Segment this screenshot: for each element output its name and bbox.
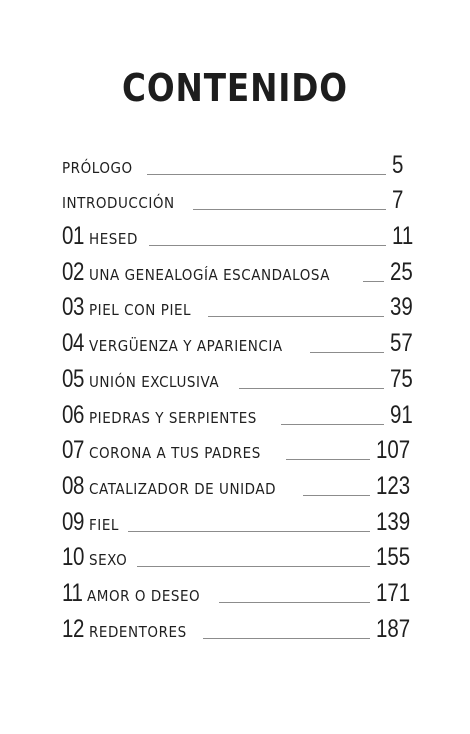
toc-entry (62, 535, 418, 571)
chapter-title: VERGÜENZA Y APARIENCIA (88, 337, 283, 356)
toc-entry (62, 356, 418, 392)
dot-leader (137, 566, 370, 567)
toc-entry (62, 249, 418, 285)
dot-leader (303, 495, 371, 496)
chapter-title: UNA GENEALOGÍA ESCANDALOSA (88, 265, 330, 284)
toc-entry (62, 392, 418, 428)
dot-leader (147, 174, 386, 175)
dot-leader (128, 531, 370, 532)
page-number: 139 (376, 507, 411, 536)
dot-leader (310, 352, 384, 353)
dot-leader (203, 638, 370, 639)
chapter-number: 10 (62, 543, 84, 572)
toc-entry (62, 428, 418, 464)
chapter-title: PRÓLOGO (62, 158, 133, 177)
chapter-title: PIEL CON PIEL (88, 301, 191, 320)
chapter-number: 07 (62, 436, 84, 465)
chapter-number: 12 (62, 614, 84, 643)
chapter-title: INTRODUCCIÓN (62, 194, 175, 213)
toc-entry (62, 285, 418, 321)
dot-leader (239, 388, 384, 389)
page-number: 123 (376, 471, 411, 500)
page-number: 171 (376, 578, 411, 607)
page-number: 107 (376, 436, 411, 465)
dot-leader (208, 316, 384, 317)
chapter-title: HESED (88, 230, 138, 249)
toc-entry (62, 463, 418, 499)
chapter-title: UNIÓN EXCLUSIVA (88, 372, 220, 391)
page-number: 155 (376, 543, 411, 572)
page-number: 75 (390, 364, 413, 393)
dot-leader (149, 245, 386, 246)
page-number: 39 (390, 293, 413, 322)
toc-entry (62, 499, 418, 535)
chapter-title: FIEL (88, 515, 119, 534)
chapter-title: CATALIZADOR DE UNIDAD (88, 479, 276, 498)
page-number: 187 (376, 614, 411, 643)
dot-leader (286, 459, 371, 460)
page-number: 5 (392, 150, 404, 179)
chapter-number: 09 (62, 507, 84, 536)
page-number: 57 (390, 329, 413, 358)
page-number: 11 (392, 222, 414, 251)
chapter-number: 11 (62, 578, 83, 607)
chapter-number: 08 (62, 471, 84, 500)
chapter-title: CORONA A TUS PADRES (88, 444, 261, 463)
toc-entry (62, 142, 418, 178)
dot-leader (193, 209, 386, 210)
dot-leader (281, 424, 384, 425)
dot-leader (219, 602, 371, 603)
chapter-number: 03 (62, 293, 84, 322)
page-number: 7 (392, 186, 404, 215)
chapter-number: 06 (62, 400, 84, 429)
chapter-title: AMOR O DESEO (86, 586, 201, 605)
table-of-contents (62, 142, 418, 642)
toc-entry (62, 213, 418, 249)
page-title: CONTENIDO (122, 66, 348, 110)
toc-entry (62, 606, 418, 642)
chapter-number: 04 (62, 329, 84, 358)
chapter-title: SEXO (88, 551, 128, 570)
chapter-title: REDENTORES (88, 622, 187, 641)
chapter-number: 02 (62, 257, 84, 286)
chapter-number: 01 (62, 222, 84, 251)
toc-entry (62, 178, 418, 214)
toc-entry (62, 570, 418, 606)
toc-entry (62, 320, 418, 356)
chapter-number: 05 (62, 364, 84, 393)
page-number: 25 (390, 257, 413, 286)
page-number: 91 (390, 400, 413, 429)
chapter-title: PIEDRAS Y SERPIENTES (88, 408, 257, 427)
dot-leader (363, 281, 385, 282)
